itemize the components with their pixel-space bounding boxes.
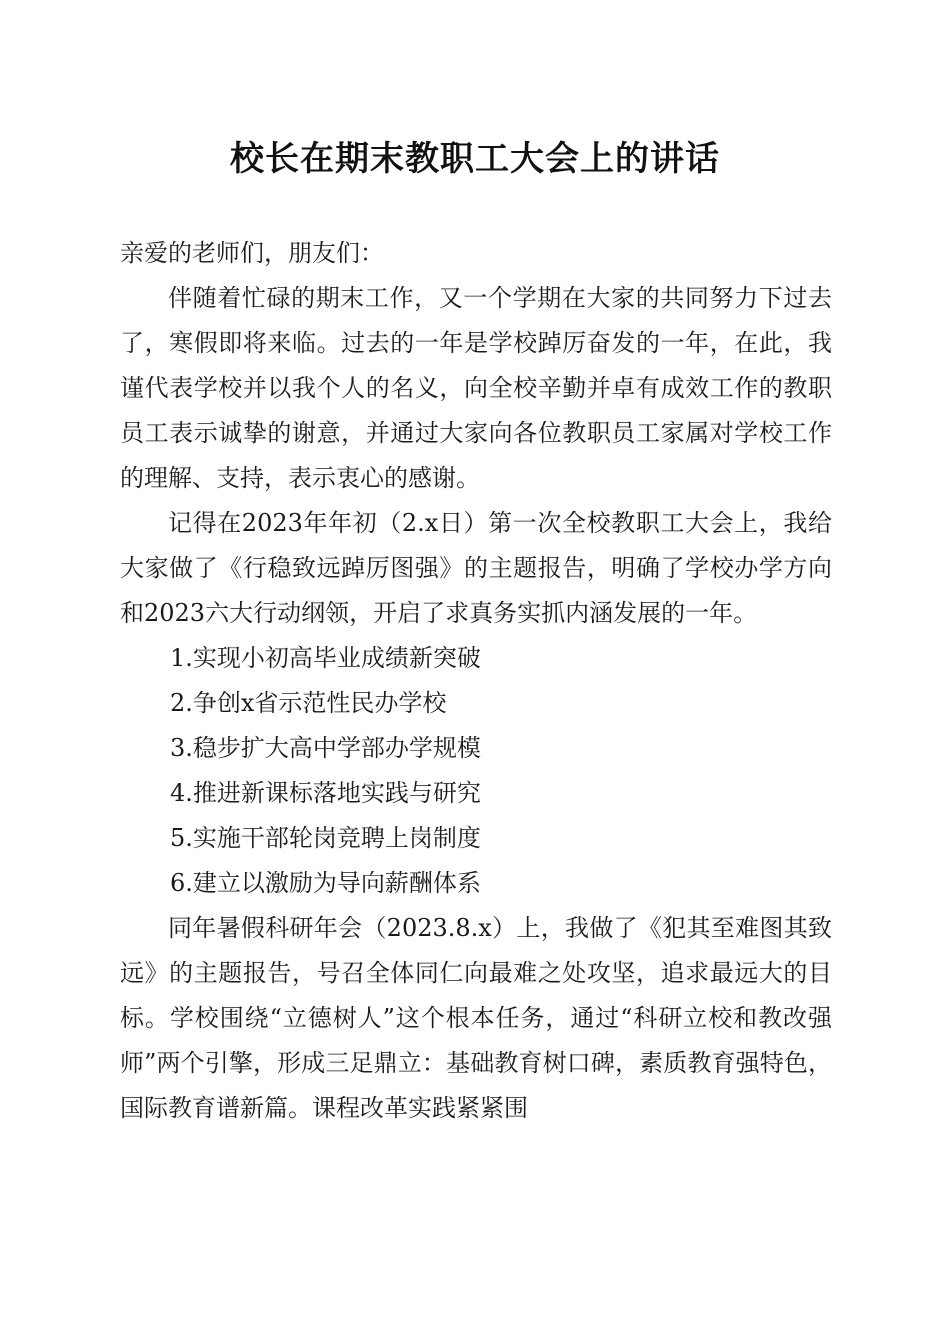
paragraph-opening: 伴随着忙碌的期末工作，又一个学期在大家的共同努力下过去了，寒假即将来临。过去的一年是学校踔厉奋发的一年，在此，我谨代表学校并以我个人的名义，向全校辛勤并卓有成效工作的教职员工表示诚挚的谢意，并通过大家向各位教职员工家属对学校工作的理解、支持，表示衷心的感谢。 (120, 284, 832, 492)
list-item: 5.实施干部轮岗竞聘上岗制度 (170, 824, 481, 852)
list-item: 1.实现小初高毕业成绩新突破 (170, 644, 481, 672)
document-title: 校长在期末教职工大会上的讲话 (230, 139, 720, 179)
list-item: 4.推进新课标落地实践与研究 (170, 779, 481, 807)
list-item: 3.稳步扩大高中学部办学规模 (170, 734, 481, 762)
list-item: 6.建立以激励为导向薪酬体系 (170, 869, 481, 897)
greeting: 亲爱的老师们，朋友们： (120, 239, 384, 267)
paragraph-report: 记得在2023年年初（2.x日）第一次全校教职工大会上，我给大家做了《行稳致远踔厉图强》的主题报告，明确了学校办学方向和2023六大行动纲领，开启了求真务实抓内涵发展的一年。 (120, 509, 832, 627)
paragraph-research: 同年暑假科研年会（2023.8.x）上，我做了《犯其至难图其致远》的主题报告，号召全体同仁向最难之处攻坚，追求最远大的目标。学校围绕“立德树人”这个根本任务，通过“科研立校和教改强师”两个引擎，形成三足鼎立：基础教育树口碑，素质教育强特色，国际教育谱新篇。课程改革实践紧紧围 (120, 914, 832, 1122)
document-body (120, 231, 832, 1131)
list-item: 2.争创x省示范性民办学校 (170, 689, 447, 717)
